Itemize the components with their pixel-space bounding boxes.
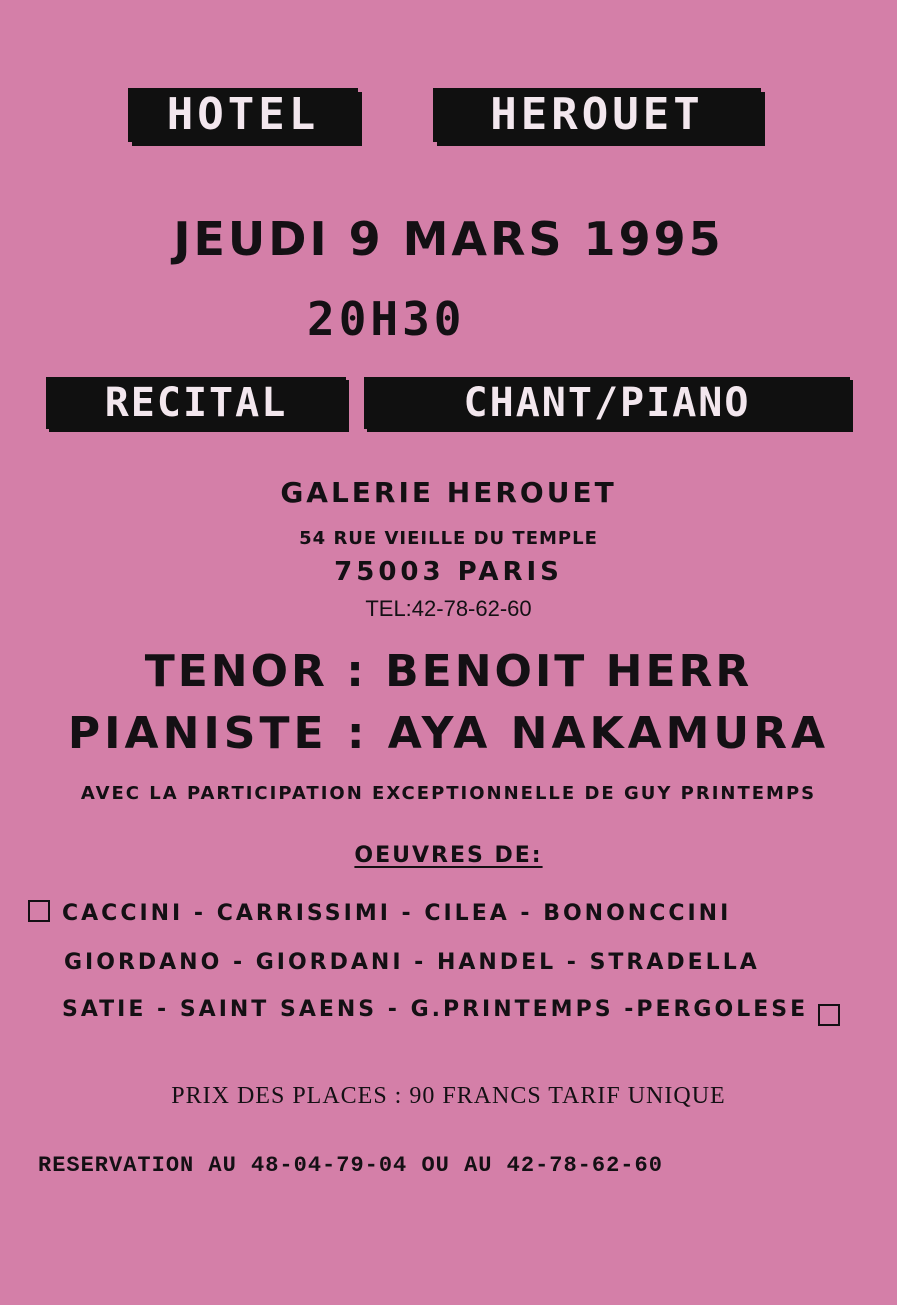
reservation-line: RESERVATION AU 48-04-79-04 OU AU 42-78-62-60 [38,1153,663,1178]
venue-name: GALERIE HEROUET [280,476,617,509]
banner-herouet: HEROUET [433,88,761,142]
venue-phone: TEL:42-78-62-60 [365,596,532,621]
composers-line-3: SATIE - SAINT SAENS - G.PRINTEMPS -PERGOLESE [62,997,809,1022]
guest-line: AVEC LA PARTICIPATION EXCEPTIONNELLE DE GUY PRINTEMPS [80,783,817,804]
venue-city: 75003 PARIS [334,557,563,587]
checkbox-icon [28,900,50,922]
tenor-line: TENOR : BENOIT HERR [144,646,753,697]
event-date: JEUDI 9 MARS 1995 [173,212,724,266]
composers-text-1: CACCINI - CARRISSIMI - CILEA - BONONCCINI [62,901,732,926]
venue-street: 54 RUE VIEILLE DU TEMPLE [299,528,598,549]
recital-banner [46,377,850,429]
banner-hotel: HOTEL [128,88,358,142]
works-heading: OEUVRES DE: [354,843,543,868]
checkbox-icon [818,1004,840,1026]
price-line: PRIX DES PLACES : 90 FRANCS TARIF UNIQUE [171,1083,726,1109]
pianist-line: PIANISTE : AYA NAKAMURA [67,708,830,759]
event-time: 20H30 [307,292,466,346]
composers-line-1 [28,900,848,926]
composers-line-2: GIORDANO - GIORDANI - HANDEL - STRADELLA [64,950,760,975]
recital-subtitle: CHANT/PIANO [364,377,850,429]
recital-title: RECITAL [46,377,346,429]
